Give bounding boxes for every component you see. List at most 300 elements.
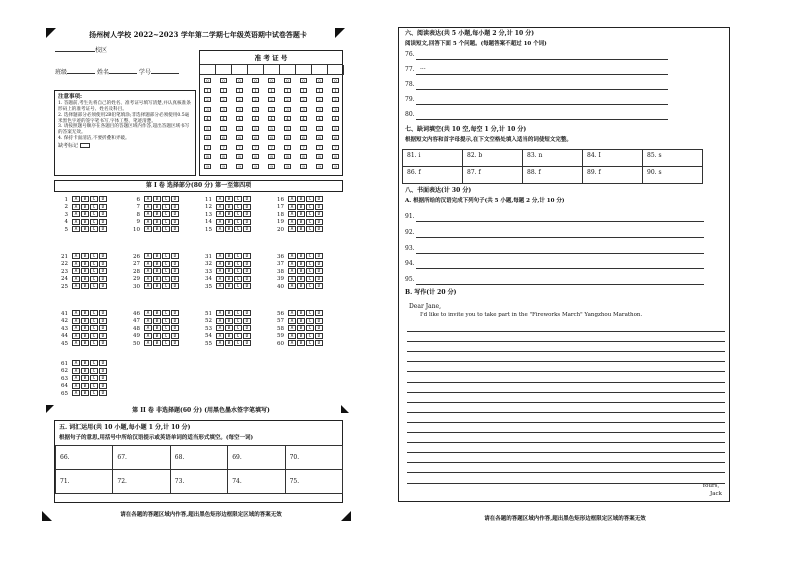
exam-digit-write-cell[interactable]: [312, 65, 328, 75]
option-bubble[interactable]: A: [216, 276, 224, 282]
exam-digit-bubble[interactable]: 5: [220, 126, 227, 131]
option-bubble[interactable]: B: [81, 310, 89, 316]
option-bubble[interactable]: C: [90, 219, 98, 225]
exam-digit-bubble[interactable]: 1: [284, 88, 291, 93]
exam-digit-bubble[interactable]: 9: [236, 164, 243, 169]
option-bubble[interactable]: C: [162, 276, 170, 282]
option-bubble[interactable]: D: [243, 261, 251, 267]
option-bubble[interactable]: D: [315, 204, 323, 210]
writing-line[interactable]: [407, 402, 725, 403]
option-bubble[interactable]: D: [243, 253, 251, 259]
exam-digit-bubble[interactable]: 9: [252, 164, 259, 169]
vocab-answer-cell[interactable]: 69.: [227, 445, 285, 470]
option-bubble[interactable]: A: [216, 310, 224, 316]
exam-digit-bubble[interactable]: 4: [332, 116, 339, 121]
option-bubble[interactable]: B: [297, 276, 305, 282]
writing-line[interactable]: [407, 371, 725, 372]
exam-digit-bubble[interactable]: 6: [236, 135, 243, 140]
exam-digit-bubble[interactable]: 8: [332, 154, 339, 159]
exam-digit-bubble[interactable]: 8: [316, 154, 323, 159]
option-bubble[interactable]: D: [171, 204, 179, 210]
exam-digit-bubble[interactable]: 7: [252, 145, 259, 150]
option-bubble[interactable]: D: [243, 283, 251, 289]
option-bubble[interactable]: A: [144, 283, 152, 289]
option-bubble[interactable]: D: [243, 340, 251, 346]
option-bubble[interactable]: A: [288, 211, 296, 217]
option-bubble[interactable]: D: [99, 383, 107, 389]
option-bubble[interactable]: A: [216, 268, 224, 274]
option-bubble[interactable]: C: [306, 268, 314, 274]
cloze-answer-cell[interactable]: 84. I: [582, 149, 643, 167]
exam-digit-bubble[interactable]: 0: [268, 78, 275, 83]
option-bubble[interactable]: A: [288, 318, 296, 324]
option-bubble[interactable]: A: [72, 204, 80, 210]
exam-digit-bubble[interactable]: 7: [268, 145, 275, 150]
option-bubble[interactable]: B: [225, 333, 233, 339]
exam-digit-bubble[interactable]: 7: [220, 145, 227, 150]
exam-digit-bubble[interactable]: 4: [236, 116, 243, 121]
option-bubble[interactable]: D: [171, 226, 179, 232]
option-bubble[interactable]: B: [153, 340, 161, 346]
exam-digit-write-cell[interactable]: [280, 65, 296, 75]
cloze-answer-cell[interactable]: 89. f: [582, 166, 643, 184]
option-bubble[interactable]: D: [171, 325, 179, 331]
option-bubble[interactable]: B: [81, 360, 89, 366]
exam-digit-bubble[interactable]: 9: [300, 164, 307, 169]
option-bubble[interactable]: C: [306, 310, 314, 316]
exam-digit-bubble[interactable]: 3: [268, 107, 275, 112]
option-bubble[interactable]: A: [216, 226, 224, 232]
student-info-row[interactable]: 班级 姓名 学号: [55, 70, 179, 77]
exam-digit-bubble[interactable]: 5: [236, 126, 243, 131]
option-bubble[interactable]: C: [90, 375, 98, 381]
option-bubble[interactable]: D: [171, 196, 179, 202]
option-bubble[interactable]: D: [315, 340, 323, 346]
option-bubble[interactable]: B: [225, 211, 233, 217]
option-bubble[interactable]: D: [243, 318, 251, 324]
exam-digit-bubble[interactable]: 2: [220, 97, 227, 102]
option-bubble[interactable]: A: [216, 340, 224, 346]
option-bubble[interactable]: D: [171, 333, 179, 339]
exam-digit-bubble[interactable]: 8: [220, 154, 227, 159]
exam-digit-bubble[interactable]: 6: [332, 135, 339, 140]
option-bubble[interactable]: C: [234, 211, 242, 217]
option-bubble[interactable]: A: [144, 219, 152, 225]
option-bubble[interactable]: B: [81, 340, 89, 346]
option-bubble[interactable]: D: [171, 253, 179, 259]
option-bubble[interactable]: D: [315, 211, 323, 217]
option-bubble[interactable]: D: [243, 310, 251, 316]
exam-digit-bubble[interactable]: 1: [252, 88, 259, 93]
option-bubble[interactable]: B: [153, 196, 161, 202]
option-bubble[interactable]: A: [144, 340, 152, 346]
writing-line[interactable]: [407, 392, 725, 393]
option-bubble[interactable]: B: [297, 204, 305, 210]
exam-digit-write-cell[interactable]: [216, 65, 232, 75]
option-bubble[interactable]: C: [234, 204, 242, 210]
exam-digit-bubble[interactable]: 3: [316, 107, 323, 112]
option-bubble[interactable]: B: [81, 390, 89, 396]
option-bubble[interactable]: D: [171, 318, 179, 324]
option-bubble[interactable]: A: [72, 226, 80, 232]
option-bubble[interactable]: D: [243, 226, 251, 232]
option-bubble[interactable]: C: [234, 310, 242, 316]
option-bubble[interactable]: A: [72, 310, 80, 316]
exam-digit-bubble[interactable]: 0: [236, 78, 243, 83]
option-bubble[interactable]: A: [288, 283, 296, 289]
exam-digit-bubble[interactable]: 2: [252, 97, 259, 102]
exam-digit-bubble[interactable]: 3: [220, 107, 227, 112]
exam-digit-bubble[interactable]: 8: [268, 154, 275, 159]
exam-digit-bubble[interactable]: 9: [316, 164, 323, 169]
option-bubble[interactable]: B: [297, 340, 305, 346]
option-bubble[interactable]: A: [144, 204, 152, 210]
exam-digit-bubble[interactable]: 0: [332, 78, 339, 83]
option-bubble[interactable]: C: [162, 333, 170, 339]
option-bubble[interactable]: B: [153, 211, 161, 217]
exam-digit-bubble[interactable]: 6: [300, 135, 307, 140]
reading-answer-line[interactable]: [416, 89, 668, 90]
option-bubble[interactable]: D: [243, 268, 251, 274]
option-bubble[interactable]: D: [315, 268, 323, 274]
option-bubble[interactable]: A: [288, 333, 296, 339]
exam-digit-bubble[interactable]: 2: [316, 97, 323, 102]
translation-answer-line[interactable]: [416, 284, 704, 285]
option-bubble[interactable]: A: [72, 268, 80, 274]
option-bubble[interactable]: A: [144, 253, 152, 259]
exam-digit-bubble[interactable]: 5: [204, 126, 211, 131]
option-bubble[interactable]: A: [216, 318, 224, 324]
option-bubble[interactable]: C: [306, 325, 314, 331]
exam-digit-bubble[interactable]: 1: [236, 88, 243, 93]
exam-digit-bubble[interactable]: 0: [284, 78, 291, 83]
option-bubble[interactable]: B: [153, 261, 161, 267]
option-bubble[interactable]: D: [99, 283, 107, 289]
option-bubble[interactable]: D: [99, 333, 107, 339]
option-bubble[interactable]: A: [216, 253, 224, 259]
option-bubble[interactable]: C: [90, 226, 98, 232]
option-bubble[interactable]: B: [153, 226, 161, 232]
exam-digit-bubble[interactable]: 3: [284, 107, 291, 112]
option-bubble[interactable]: B: [225, 204, 233, 210]
option-bubble[interactable]: C: [90, 204, 98, 210]
exam-digit-bubble[interactable]: 4: [284, 116, 291, 121]
exam-digit-bubble[interactable]: 8: [252, 154, 259, 159]
vocab-answer-cell[interactable]: 75.: [285, 469, 343, 494]
option-bubble[interactable]: A: [216, 283, 224, 289]
exam-digit-bubble[interactable]: 3: [252, 107, 259, 112]
option-bubble[interactable]: C: [306, 211, 314, 217]
option-bubble[interactable]: B: [153, 276, 161, 282]
option-bubble[interactable]: B: [297, 325, 305, 331]
option-bubble[interactable]: D: [99, 268, 107, 274]
option-bubble[interactable]: B: [81, 375, 89, 381]
option-bubble[interactable]: A: [144, 211, 152, 217]
option-bubble[interactable]: D: [315, 310, 323, 316]
option-bubble[interactable]: C: [306, 253, 314, 259]
option-bubble[interactable]: C: [162, 253, 170, 259]
vocab-answer-cell[interactable]: 66.: [55, 445, 113, 470]
option-bubble[interactable]: A: [216, 333, 224, 339]
exam-digit-bubble[interactable]: 1: [316, 88, 323, 93]
exam-digit-bubble[interactable]: 4: [300, 116, 307, 121]
option-bubble[interactable]: B: [81, 333, 89, 339]
option-bubble[interactable]: B: [297, 283, 305, 289]
option-bubble[interactable]: A: [72, 196, 80, 202]
option-bubble[interactable]: D: [243, 333, 251, 339]
option-bubble[interactable]: D: [99, 340, 107, 346]
option-bubble[interactable]: B: [81, 261, 89, 267]
option-bubble[interactable]: D: [171, 211, 179, 217]
option-bubble[interactable]: A: [72, 211, 80, 217]
option-bubble[interactable]: A: [72, 383, 80, 389]
option-bubble[interactable]: B: [225, 310, 233, 316]
option-bubble[interactable]: C: [162, 310, 170, 316]
option-bubble[interactable]: A: [72, 253, 80, 259]
option-bubble[interactable]: C: [162, 204, 170, 210]
exam-digit-write-cell[interactable]: [296, 65, 312, 75]
option-bubble[interactable]: C: [234, 253, 242, 259]
option-bubble[interactable]: B: [297, 253, 305, 259]
option-bubble[interactable]: C: [90, 211, 98, 217]
option-bubble[interactable]: A: [72, 340, 80, 346]
option-bubble[interactable]: B: [153, 333, 161, 339]
option-bubble[interactable]: C: [306, 318, 314, 324]
option-bubble[interactable]: B: [225, 283, 233, 289]
option-bubble[interactable]: C: [162, 283, 170, 289]
option-bubble[interactable]: A: [144, 268, 152, 274]
exam-digit-bubble[interactable]: 2: [204, 97, 211, 102]
option-bubble[interactable]: C: [90, 368, 98, 374]
option-bubble[interactable]: C: [162, 261, 170, 267]
exam-digit-bubble[interactable]: 2: [284, 97, 291, 102]
option-bubble[interactable]: B: [81, 196, 89, 202]
option-bubble[interactable]: B: [225, 253, 233, 259]
exam-digit-bubble[interactable]: 1: [220, 88, 227, 93]
option-bubble[interactable]: A: [72, 325, 80, 331]
exam-digit-bubble[interactable]: 1: [300, 88, 307, 93]
option-bubble[interactable]: B: [153, 268, 161, 274]
option-bubble[interactable]: B: [153, 283, 161, 289]
option-bubble[interactable]: D: [243, 276, 251, 282]
option-bubble[interactable]: C: [234, 268, 242, 274]
vocab-answer-cell[interactable]: 74.: [227, 469, 285, 494]
option-bubble[interactable]: D: [99, 211, 107, 217]
reading-answer-line[interactable]: [416, 104, 668, 105]
exam-digit-write-cell[interactable]: [200, 65, 216, 75]
option-bubble[interactable]: C: [234, 333, 242, 339]
option-bubble[interactable]: B: [225, 340, 233, 346]
option-bubble[interactable]: C: [162, 226, 170, 232]
option-bubble[interactable]: B: [81, 226, 89, 232]
option-bubble[interactable]: D: [171, 268, 179, 274]
option-bubble[interactable]: C: [90, 261, 98, 267]
option-bubble[interactable]: A: [288, 268, 296, 274]
writing-line[interactable]: [407, 452, 725, 453]
option-bubble[interactable]: C: [234, 283, 242, 289]
option-bubble[interactable]: D: [243, 211, 251, 217]
writing-line[interactable]: [407, 341, 725, 342]
option-bubble[interactable]: C: [162, 340, 170, 346]
exam-digit-bubble[interactable]: 4: [252, 116, 259, 121]
option-bubble[interactable]: B: [153, 219, 161, 225]
vocab-answer-cell[interactable]: 67.: [112, 445, 170, 470]
option-bubble[interactable]: A: [144, 196, 152, 202]
exam-digit-bubble[interactable]: 9: [220, 164, 227, 169]
exam-digit-bubble[interactable]: 9: [204, 164, 211, 169]
exam-digit-bubble[interactable]: 0: [316, 78, 323, 83]
option-bubble[interactable]: C: [162, 219, 170, 225]
exam-digit-write-cell[interactable]: [232, 65, 248, 75]
option-bubble[interactable]: D: [315, 325, 323, 331]
writing-line[interactable]: [407, 361, 725, 362]
option-bubble[interactable]: A: [72, 318, 80, 324]
option-bubble[interactable]: C: [234, 276, 242, 282]
exam-digit-bubble[interactable]: 6: [204, 135, 211, 140]
option-bubble[interactable]: B: [153, 310, 161, 316]
option-bubble[interactable]: C: [90, 253, 98, 259]
exam-digit-bubble[interactable]: 3: [204, 107, 211, 112]
vocab-answer-cell[interactable]: 73.: [170, 469, 228, 494]
option-bubble[interactable]: C: [90, 283, 98, 289]
option-bubble[interactable]: B: [81, 383, 89, 389]
exam-digit-bubble[interactable]: 0: [300, 78, 307, 83]
option-bubble[interactable]: B: [297, 219, 305, 225]
option-bubble[interactable]: D: [171, 276, 179, 282]
exam-digit-bubble[interactable]: 2: [332, 97, 339, 102]
exam-digit-bubble[interactable]: 7: [300, 145, 307, 150]
option-bubble[interactable]: C: [90, 383, 98, 389]
exam-digit-bubble[interactable]: 1: [332, 88, 339, 93]
exam-digit-bubble[interactable]: 3: [332, 107, 339, 112]
vocab-answer-cell[interactable]: 71.: [55, 469, 113, 494]
exam-digit-bubble[interactable]: 1: [268, 88, 275, 93]
option-bubble[interactable]: B: [81, 211, 89, 217]
school-field[interactable]: 校区: [55, 48, 107, 55]
option-bubble[interactable]: A: [144, 310, 152, 316]
option-bubble[interactable]: B: [297, 318, 305, 324]
cloze-answer-cell[interactable]: 81. i: [402, 149, 463, 167]
writing-line[interactable]: [407, 462, 725, 463]
option-bubble[interactable]: C: [90, 196, 98, 202]
option-bubble[interactable]: B: [297, 310, 305, 316]
writing-line[interactable]: [407, 351, 725, 352]
option-bubble[interactable]: C: [234, 261, 242, 267]
writing-line[interactable]: [407, 422, 725, 423]
writing-line[interactable]: [407, 331, 725, 332]
exam-digit-bubble[interactable]: 5: [316, 126, 323, 131]
writing-line[interactable]: [407, 442, 725, 443]
writing-line[interactable]: [407, 432, 725, 433]
option-bubble[interactable]: C: [162, 325, 170, 331]
option-bubble[interactable]: B: [153, 325, 161, 331]
option-bubble[interactable]: D: [171, 261, 179, 267]
exam-digit-bubble[interactable]: 2: [268, 97, 275, 102]
writing-line[interactable]: [407, 472, 725, 473]
option-bubble[interactable]: B: [225, 261, 233, 267]
option-bubble[interactable]: B: [81, 283, 89, 289]
exam-digit-bubble[interactable]: 9: [332, 164, 339, 169]
exam-digit-bubble[interactable]: 4: [220, 116, 227, 121]
exam-digit-bubble[interactable]: 8: [204, 154, 211, 159]
option-bubble[interactable]: C: [234, 340, 242, 346]
option-bubble[interactable]: D: [315, 196, 323, 202]
option-bubble[interactable]: D: [171, 340, 179, 346]
option-bubble[interactable]: C: [90, 318, 98, 324]
option-bubble[interactable]: B: [81, 219, 89, 225]
option-bubble[interactable]: A: [72, 360, 80, 366]
option-bubble[interactable]: A: [72, 390, 80, 396]
option-bubble[interactable]: A: [216, 196, 224, 202]
option-bubble[interactable]: A: [144, 261, 152, 267]
option-bubble[interactable]: C: [306, 261, 314, 267]
option-bubble[interactable]: C: [162, 268, 170, 274]
exam-digit-bubble[interactable]: 3: [236, 107, 243, 112]
translation-answer-line[interactable]: [416, 221, 704, 222]
option-bubble[interactable]: B: [297, 226, 305, 232]
option-bubble[interactable]: B: [81, 318, 89, 324]
exam-digit-bubble[interactable]: 9: [268, 164, 275, 169]
exam-digit-bubble[interactable]: 2: [236, 97, 243, 102]
option-bubble[interactable]: A: [72, 276, 80, 282]
exam-digit-bubble[interactable]: 2: [300, 97, 307, 102]
option-bubble[interactable]: C: [306, 340, 314, 346]
option-bubble[interactable]: B: [225, 268, 233, 274]
exam-digit-bubble[interactable]: 5: [268, 126, 275, 131]
exam-digit-bubble[interactable]: 5: [252, 126, 259, 131]
exam-digit-bubble[interactable]: 6: [268, 135, 275, 140]
exam-digit-bubble[interactable]: 5: [332, 126, 339, 131]
exam-digit-bubble[interactable]: 7: [284, 145, 291, 150]
option-bubble[interactable]: C: [234, 196, 242, 202]
cloze-answer-cell[interactable]: 82. b: [462, 149, 523, 167]
option-bubble[interactable]: A: [288, 325, 296, 331]
option-bubble[interactable]: A: [216, 204, 224, 210]
option-bubble[interactable]: B: [225, 276, 233, 282]
option-bubble[interactable]: B: [81, 368, 89, 374]
option-bubble[interactable]: D: [171, 283, 179, 289]
option-bubble[interactable]: C: [90, 310, 98, 316]
option-bubble[interactable]: D: [99, 226, 107, 232]
option-bubble[interactable]: B: [81, 276, 89, 282]
option-bubble[interactable]: B: [297, 333, 305, 339]
exam-digit-bubble[interactable]: 4: [268, 116, 275, 121]
option-bubble[interactable]: D: [99, 261, 107, 267]
cloze-answer-cell[interactable]: 85. s: [642, 149, 703, 167]
option-bubble[interactable]: D: [315, 226, 323, 232]
option-bubble[interactable]: B: [81, 204, 89, 210]
option-bubble[interactable]: A: [288, 204, 296, 210]
cloze-answer-cell[interactable]: 87. f: [462, 166, 523, 184]
option-bubble[interactable]: D: [315, 283, 323, 289]
option-bubble[interactable]: D: [99, 310, 107, 316]
exam-digit-bubble[interactable]: 6: [316, 135, 323, 140]
option-bubble[interactable]: D: [243, 219, 251, 225]
option-bubble[interactable]: C: [234, 219, 242, 225]
vocab-answer-cell[interactable]: 68.: [170, 445, 228, 470]
option-bubble[interactable]: D: [99, 204, 107, 210]
option-bubble[interactable]: C: [90, 325, 98, 331]
option-bubble[interactable]: D: [315, 318, 323, 324]
option-bubble[interactable]: C: [90, 268, 98, 274]
option-bubble[interactable]: C: [306, 226, 314, 232]
translation-answer-line[interactable]: [416, 237, 704, 238]
option-bubble[interactable]: B: [153, 204, 161, 210]
option-bubble[interactable]: D: [171, 219, 179, 225]
exam-digit-bubble[interactable]: 4: [204, 116, 211, 121]
option-bubble[interactable]: B: [153, 253, 161, 259]
option-bubble[interactable]: A: [216, 325, 224, 331]
